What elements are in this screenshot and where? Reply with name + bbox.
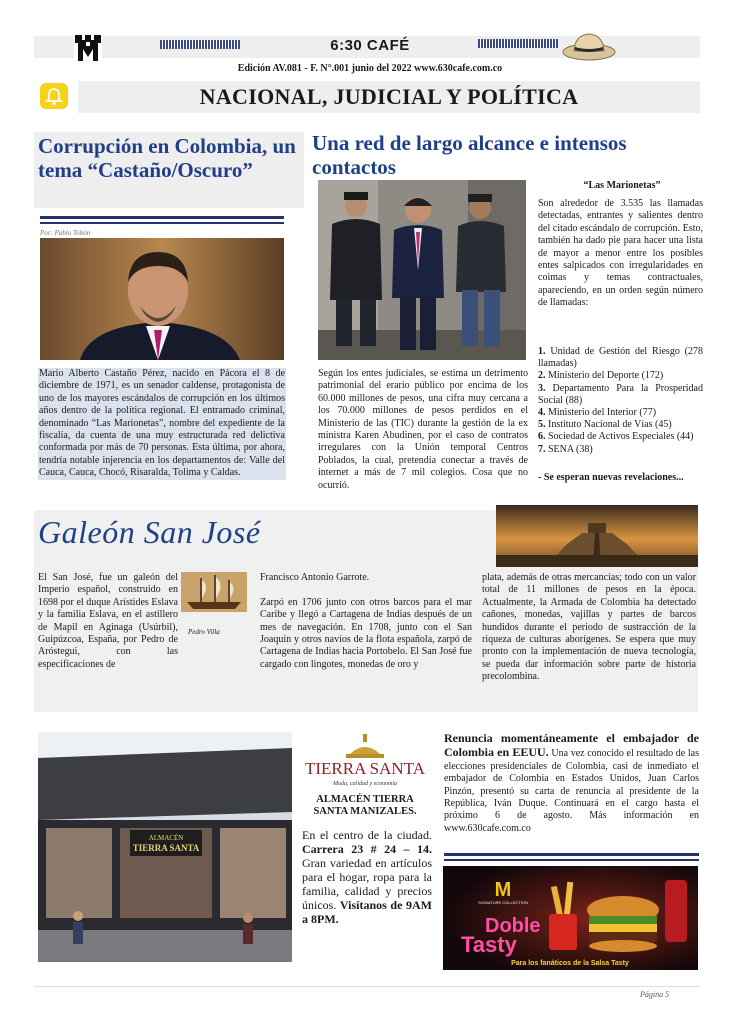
list-text: Instituto Nacional de Vías (45) [548, 419, 672, 431]
news-headline: Renuncia momentáneamente el embajador de Colombia en EEUU. [444, 731, 699, 760]
store-ad-heading: ALMACÉN TIERRA SANTA MANIZALES. [313, 794, 417, 817]
list-item [538, 431, 703, 443]
store-address: Carrera 23 # 24 – 14. [302, 842, 432, 856]
pyramid-photo [496, 505, 698, 567]
hat-icon [562, 30, 616, 62]
list-text: Ministerio del Interior (77) [548, 407, 657, 419]
divider [444, 853, 699, 856]
list-item [538, 419, 703, 431]
list-item [538, 407, 703, 419]
article2-title: Una red de largo alcance e intensos contactos [312, 131, 627, 179]
sidebar-closing: - Se esperan nuevas revelaciones... [538, 472, 684, 483]
header-stripe-left [160, 40, 240, 49]
brand-title: 6:30 CAFÉ [330, 37, 410, 54]
galleon-col1: El San José, fue un galeón del Imperio español, construido en 1698 por el duque Arístides Eslava y la familia Eslava, en el astillero de Mapil en Aginaga (Usúrbil), Guipúzcoa, España, por Pedro de Aróstegui, con las especificaciones de [38, 572, 178, 670]
article1-title: Corrupción en Colombia, un tema “Castaño/Oscuro” [38, 134, 296, 182]
arrest-photo [318, 180, 526, 360]
list-text: Departamento Para la Prosperidad Social (88) [538, 382, 703, 406]
list-number: 7. [538, 443, 546, 455]
article1-body: Mario Alberto Castaño Pérez, nacido en Pácora el 8 de diciembre de 1971, es un senador caldense, protagonista de uno de los mayores escándalos de corrupción en los últimos años dentro de la política regional. El entramado criminal, denominado “Las Marionetas”, nombre del expediente de la fiscalía, da cuenta de una muy estructurada red delictiva conformada por más de 70 personas. Esta última, por ahora, tendría notable injerencia en los departamentos de: Valle del Cauca, Cauca, Chocó, Risaralda, Tolima y Caldas. [39, 368, 285, 479]
mcd-logo-icon: M [494, 879, 512, 901]
ad-tagline: Para los fanáticos de la Salsa Tasty [511, 960, 629, 967]
crest-logo-icon [72, 31, 104, 65]
burger-ad-banner [443, 866, 698, 970]
list-number: 6. [538, 431, 546, 443]
logo-text: TIERRA SANTA [304, 759, 426, 778]
footer-rule [34, 986, 700, 987]
list-text: Sociedad de Activos Especiales (44) [548, 431, 694, 443]
mcd-label: SIGNATURE COLLECTION [478, 900, 528, 905]
ad-text: Gran variedad en artículos para el hogar, ropa para la familia, calidad y precios únicos. [302, 856, 432, 912]
list-text: Unidad de Gestión del Riesgo (278 llamadas) [538, 346, 704, 370]
list-number: 4. [538, 407, 546, 419]
store-hours: Visítanos de 9AM a 8PM. [302, 898, 432, 926]
list-number: 3. [538, 382, 546, 394]
store-ad-body [302, 828, 432, 926]
galleon-col3: plata, además de otras mercancías; todo con un valor total de 11 millones de pesos en la época. Actualmente, la Armada de Colombia ha detectado cañones, monedas, vajillas y partes de barcos hundidos durante el periodo de sustracción de la riqueza de culturas aborígenes. Se espera que muy pronto con la implementación de nueva tecnología, se pueda dar información sobre parte de historia precolombina. [482, 572, 696, 683]
ad-title-tasty: Tasty [461, 932, 517, 957]
list-item [538, 346, 703, 370]
ad-title-doble: Doble [485, 915, 541, 937]
list-item [538, 370, 703, 382]
divider [40, 222, 284, 224]
list-item [538, 383, 703, 407]
image-caption: Pedro Villa [188, 628, 220, 636]
tierra-santa-logo [296, 732, 434, 790]
galleon-col2: Francisco Antonio Garrote. Zarpó en 1706 junto con otros barcos para el mar Caribe y llegó a Cartagena de Indias después de un mes de navegación. En 1708, junto con el San Joaquín y otros navíos de la flota española, zarpó de Cartagena de Indias hacia Portobelo. El San José fue cargado con lingotes, monedas de oro y [260, 572, 472, 670]
store-sign: TIERRA SANTA [132, 843, 200, 853]
edition-line: Edición AV.081 - F. N°.001 junio del 2022 www.630cafe.com.co [237, 63, 503, 74]
divider [444, 859, 699, 861]
store-front-photo [38, 732, 292, 962]
bell-icon [40, 83, 68, 109]
page-number: Página 5 [640, 990, 670, 999]
news-brief [444, 732, 699, 835]
senator-portrait-photo [40, 238, 284, 360]
list-number: 1. [538, 346, 546, 357]
article2-body: Según los entes judiciales, se estima un detrimento patrimonial del erario público por encima de los 60.000 millones de pesos, una cifra muy cercana a los 70.000 millones de pesos perdidos en el Ministerio de las (TIC) durante la gestión de la ex ministra Karen Abudinen, por el caso de contratos irregulares con la Unión temporal Centros Poblados, la cual, pretendía conectar a través de internet a más de 7 mil colegios. Cosa que no ocurrió. [318, 368, 528, 491]
logo-tagline: Moda, calidad y economía [333, 781, 397, 787]
section-title: NACIONAL, JUDICIAL Y POLÍTICA [199, 84, 579, 109]
sidebar-intro: Son alrededor de 3.535 las llamadas detectadas, entrantes y salientes dentro del citado escándalo de corrupción. Esto, también ha dado pie para hacer una lista de mayor a menor entre los posibles entes salpicados con irregularidades en coimas y temas contractuales, apareciendo, en un orden según número de llamadas: [538, 198, 703, 309]
galleon-ship-image [181, 572, 247, 612]
ad-text: En el centro de la ciudad. [302, 828, 432, 842]
store-sign-top: ALMACÉN [148, 834, 184, 842]
list-number: 5. [538, 419, 546, 431]
news-body: Una vez conocido el resultado de las elecciones presidenciales de Colombia, casi de inmediato el embajador de Colombia en Estados Unidos, Juan Carlos Pinzón, presentó su carta de renuncia al presidente de la República, Iván Duque. Continuará en el cargo hasta el próximo 6 de agosto. Más información en www.630cafe.com.co [444, 748, 699, 834]
list-text: Ministerio del Deporte (172) [548, 370, 664, 382]
entity-list [538, 346, 703, 456]
list-text: SENA (38) [548, 443, 593, 455]
sidebar-heading: “Las Marionetas” [583, 180, 661, 191]
list-item [538, 444, 703, 456]
list-number: 2. [538, 370, 546, 382]
byline: Por: Pablo Tobón [40, 229, 91, 237]
divider [40, 216, 284, 219]
notification-bell[interactable] [40, 83, 68, 109]
galleon-title: Galeón San José [38, 514, 261, 550]
header-stripe-right [478, 39, 558, 48]
